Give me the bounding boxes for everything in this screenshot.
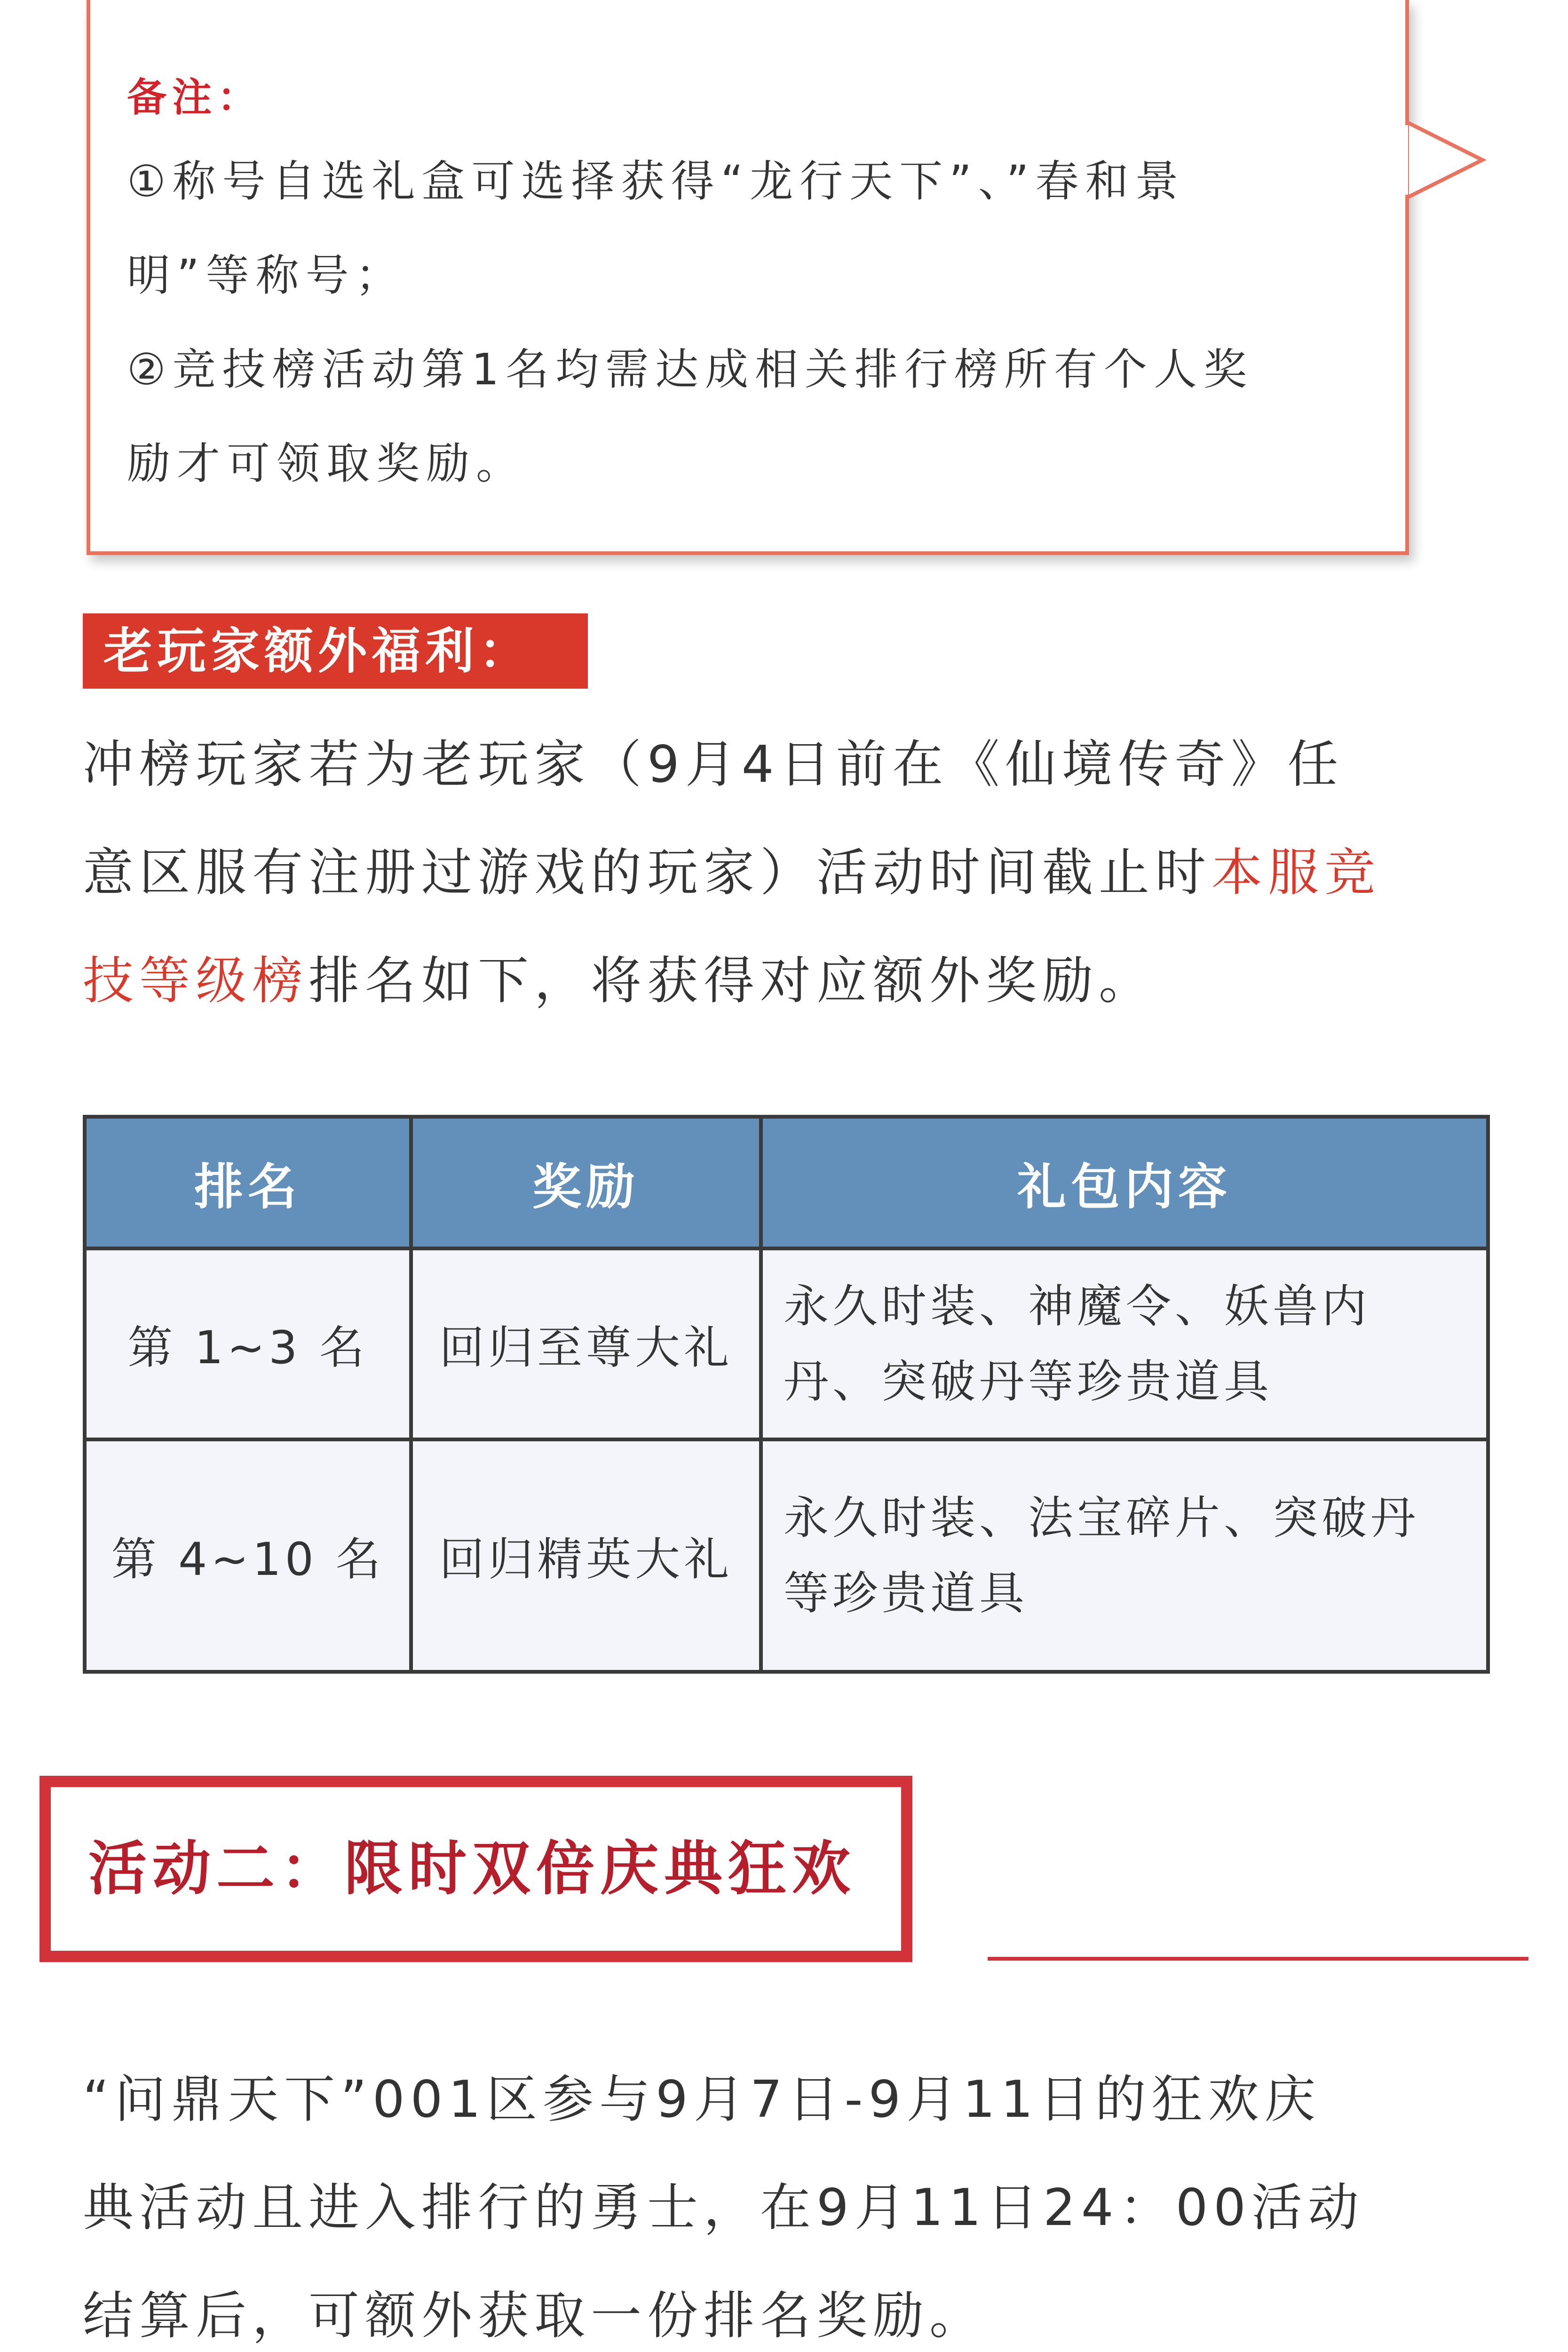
note-title: 备注： bbox=[127, 74, 263, 120]
veteran-text-line bbox=[83, 952, 1156, 1010]
note-line: ①称号自选礼盒可选择获得“龙行天下”、”春和景 bbox=[127, 156, 1185, 207]
table-row bbox=[85, 1248, 1488, 1439]
note-line: ②竞技榜活动第1名均需达成相关排行榜所有个人奖 bbox=[127, 344, 1254, 395]
reward-table bbox=[83, 1115, 1490, 1674]
activity2-header: 活动二：限时双倍庆典狂欢 bbox=[40, 1776, 912, 1962]
content-cell bbox=[761, 1439, 1488, 1672]
note-line: 励才可领取奖励。 bbox=[127, 438, 526, 489]
activity2-text-line: 结算后，可额外获取一份排名奖励。 bbox=[83, 2287, 986, 2345]
veteran-text: 排名如下，将获得对应额外奖励。 bbox=[309, 952, 1156, 1010]
note-line: 明”等称号； bbox=[127, 250, 405, 301]
activity2-text-line: 典活动且进入排行的勇士，在9月11日24：00活动 bbox=[83, 2178, 1364, 2237]
veteran-text: 意区服有注册过游戏的玩家）活动时间截止时 bbox=[83, 843, 1212, 902]
rank-cell: 第 1~3 名 bbox=[85, 1248, 411, 1439]
table-header-row bbox=[85, 1117, 1488, 1248]
veteran-text-line bbox=[83, 843, 1381, 902]
content-line: 永久时装、神魔令、妖兽内 bbox=[784, 1280, 1370, 1333]
header-content: 礼包内容 bbox=[761, 1117, 1488, 1248]
veteran-text-line bbox=[83, 735, 1344, 794]
reward-cell: 回归精英大礼 bbox=[411, 1439, 761, 1672]
content-line: 等珍贵道具 bbox=[784, 1567, 1028, 1620]
rank-cell: 第 4~10 名 bbox=[85, 1439, 411, 1672]
header-rank: 排名 bbox=[85, 1117, 411, 1248]
veteran-benefit-header: 老玩家额外福利： bbox=[83, 613, 588, 689]
ranking-highlight: 技等级榜 bbox=[83, 952, 309, 1010]
activity2-text-line: “问鼎天下”001区参与9月7日-9月11日的狂欢庆 bbox=[83, 2070, 1321, 2129]
reward-cell: 回归至尊大礼 bbox=[411, 1248, 761, 1439]
content-cell bbox=[761, 1248, 1488, 1439]
divider-line bbox=[988, 1957, 1528, 1961]
speech-pointer bbox=[1407, 122, 1492, 198]
content-line: 丹、突破丹等珍贵道具 bbox=[784, 1355, 1273, 1408]
header-reward: 奖励 bbox=[411, 1117, 761, 1248]
content-line: 永久时装、法宝碎片、突破丹 bbox=[784, 1492, 1419, 1544]
ranking-highlight: 本服竞 bbox=[1212, 843, 1381, 902]
table-row bbox=[85, 1439, 1488, 1672]
veteran-text: 冲榜玩家若为老玩家（9月4日前在《仙境传奇》任 bbox=[83, 735, 1344, 794]
